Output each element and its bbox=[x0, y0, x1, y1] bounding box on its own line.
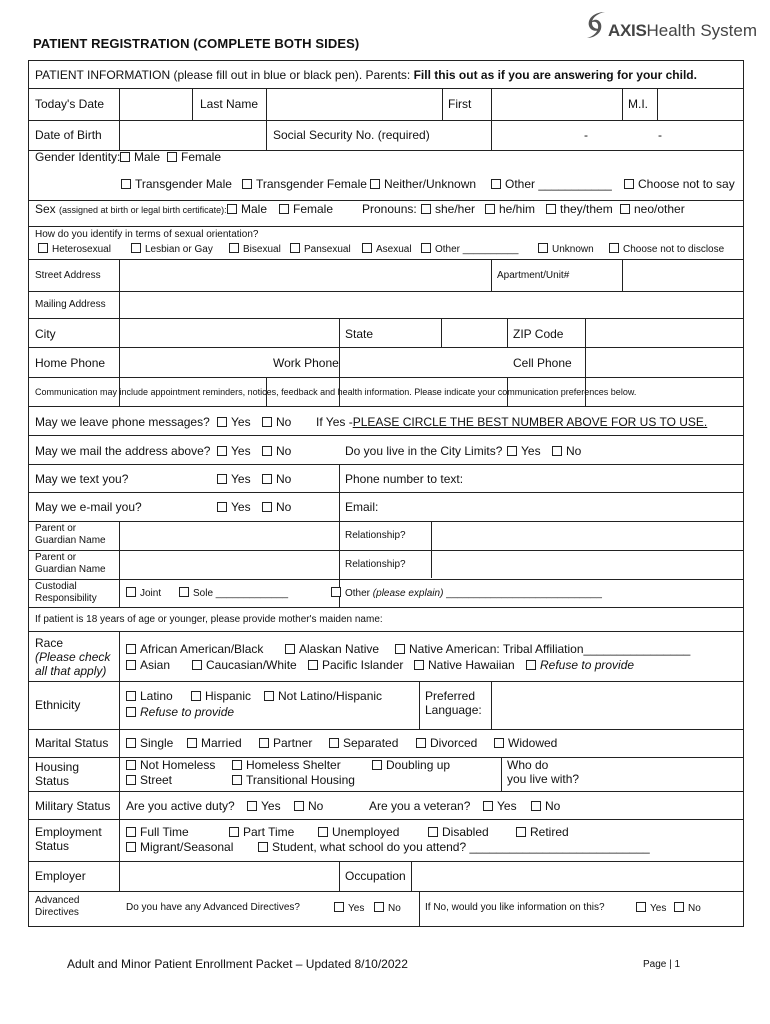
ethnicity-refuse-option[interactable]: Refuse to provide bbox=[126, 705, 234, 719]
axis-health-logo bbox=[583, 6, 763, 46]
orientation-other-option[interactable]: Other __________ bbox=[421, 243, 518, 256]
page-title: PATIENT REGISTRATION (COMPLETE BOTH SIDES) bbox=[33, 36, 360, 51]
footer-packet-text: Adult and Minor Patient Enrollment Packet – Updated 8/10/2022 bbox=[67, 957, 408, 971]
phone-messages-question: May we leave phone messages? bbox=[35, 415, 210, 429]
ssn-dash: - bbox=[584, 128, 588, 142]
directives-info-yes[interactable]: Yes bbox=[636, 902, 666, 915]
marital-married-option[interactable]: Married bbox=[187, 736, 242, 750]
orientation-bi-option[interactable]: Bisexual bbox=[229, 243, 281, 256]
pronoun-neo-option[interactable]: neo/other bbox=[620, 202, 685, 216]
ethnicity-not-latino-option[interactable]: Not Latino/Hispanic bbox=[264, 689, 382, 703]
mail-yes[interactable]: Yes bbox=[217, 444, 251, 458]
checkbox[interactable] bbox=[372, 760, 382, 770]
checkbox[interactable] bbox=[395, 644, 405, 654]
communication-note: Communication may include appointment reminders, notices, feedback and health information. Please indicate your communication preferences below. bbox=[35, 387, 637, 397]
cell-phone-label: Cell Phone bbox=[513, 356, 572, 370]
race-caucasian-option[interactable]: Caucasian/White bbox=[192, 658, 297, 672]
custody-sole-option[interactable]: Sole _____________ bbox=[179, 587, 288, 600]
text-question: May we text you? bbox=[35, 472, 129, 486]
occupation-label: Occupation bbox=[345, 869, 406, 883]
city-limits-yes[interactable]: Yes bbox=[507, 444, 541, 458]
gender-choose-not-option[interactable]: Choose not to say bbox=[624, 177, 735, 191]
patient-registration-form bbox=[28, 60, 744, 927]
checkbox[interactable] bbox=[191, 691, 201, 701]
checkbox[interactable] bbox=[620, 204, 630, 214]
checkbox[interactable] bbox=[370, 179, 380, 189]
marital-partner-option[interactable]: Partner bbox=[259, 736, 312, 750]
email-no[interactable]: No bbox=[262, 500, 291, 514]
ethnicity-hispanic-option[interactable]: Hispanic bbox=[191, 689, 251, 703]
advanced-directives-label: Advanced Directives bbox=[35, 895, 80, 918]
mi-label: M.I. bbox=[628, 97, 648, 111]
checkbox[interactable] bbox=[259, 738, 269, 748]
page-number: Page | 1 bbox=[643, 959, 681, 970]
active-duty-question: Are you active duty? bbox=[126, 799, 235, 813]
checkbox[interactable] bbox=[126, 738, 136, 748]
checkbox[interactable] bbox=[217, 474, 227, 484]
housing-not-homeless-option[interactable]: Not Homeless bbox=[126, 758, 215, 772]
checkbox[interactable] bbox=[526, 660, 536, 670]
checkbox[interactable] bbox=[552, 446, 562, 456]
marital-status-label: Marital Status bbox=[35, 736, 109, 750]
checkbox[interactable] bbox=[126, 707, 136, 717]
phone-messages-yes[interactable]: Yes bbox=[217, 415, 251, 429]
checkbox[interactable] bbox=[285, 644, 295, 654]
relationship-label: Relationship? bbox=[345, 559, 406, 570]
apartment-label: Apartment/Unit# bbox=[497, 270, 570, 281]
checkbox[interactable] bbox=[609, 243, 619, 253]
work-phone-label: Work Phone bbox=[273, 356, 339, 370]
checkbox[interactable] bbox=[516, 827, 526, 837]
orientation-lesbian-option[interactable]: Lesbian or Gay bbox=[131, 243, 213, 256]
race-refuse-option[interactable]: Refuse to provide bbox=[526, 658, 634, 672]
orientation-choose-not-option[interactable]: Choose not to disclose bbox=[609, 243, 724, 256]
checkbox[interactable] bbox=[636, 902, 646, 912]
checkbox[interactable] bbox=[494, 738, 504, 748]
checkbox[interactable] bbox=[217, 446, 227, 456]
email-label: Email: bbox=[345, 500, 379, 514]
checkbox[interactable] bbox=[507, 446, 517, 456]
checkbox[interactable] bbox=[262, 474, 272, 484]
checkbox[interactable] bbox=[229, 827, 239, 837]
checkbox[interactable] bbox=[421, 243, 431, 253]
race-pacific-option[interactable]: Pacific Islander bbox=[308, 658, 403, 672]
checkbox[interactable] bbox=[491, 179, 501, 189]
custody-other-option[interactable]: Other (please explain) ____________________________ bbox=[331, 587, 602, 600]
checkbox[interactable] bbox=[294, 801, 304, 811]
mailing-address-label: Mailing Address bbox=[35, 299, 106, 310]
email-yes[interactable]: Yes bbox=[217, 500, 251, 514]
race-asian-option[interactable]: Asian bbox=[126, 658, 170, 672]
checkbox[interactable] bbox=[126, 775, 136, 785]
checkbox[interactable] bbox=[331, 587, 341, 597]
checkbox[interactable] bbox=[121, 179, 131, 189]
city-limits-question: Do you live in the City Limits? bbox=[345, 444, 503, 458]
checkbox[interactable] bbox=[538, 243, 548, 253]
directives-no[interactable]: No bbox=[374, 902, 401, 915]
text-no[interactable]: No bbox=[262, 472, 291, 486]
checkbox[interactable] bbox=[38, 243, 48, 253]
marital-widowed-option[interactable]: Widowed bbox=[494, 736, 557, 750]
pronoun-they-option[interactable]: they/them bbox=[546, 202, 613, 216]
checkbox[interactable] bbox=[483, 801, 493, 811]
custodial-label: Custodial Responsibility bbox=[35, 581, 97, 604]
checkbox[interactable] bbox=[242, 179, 252, 189]
housing-doubling-option[interactable]: Doubling up bbox=[372, 758, 450, 772]
checkbox[interactable] bbox=[179, 587, 189, 597]
dob-label: Date of Birth bbox=[35, 128, 102, 142]
checkbox[interactable] bbox=[126, 827, 136, 837]
checkbox[interactable] bbox=[126, 644, 136, 654]
checkbox[interactable] bbox=[258, 842, 268, 852]
checkbox[interactable] bbox=[187, 738, 197, 748]
checkbox[interactable] bbox=[428, 827, 438, 837]
orientation-unknown-option[interactable]: Unknown bbox=[538, 243, 594, 256]
home-phone-label: Home Phone bbox=[35, 356, 106, 370]
directives-question: Do you have any Advanced Directives? bbox=[126, 902, 300, 913]
checkbox[interactable] bbox=[192, 660, 202, 670]
race-label: Race (Please check all that apply) bbox=[35, 636, 111, 678]
employment-retired-option[interactable]: Retired bbox=[516, 825, 569, 839]
checkbox[interactable] bbox=[421, 204, 431, 214]
ssn-label: Social Security No. (required) bbox=[273, 128, 430, 142]
military-status-label: Military Status bbox=[35, 799, 111, 813]
orientation-pan-option[interactable]: Pansexual bbox=[290, 243, 351, 256]
logo-text: Health System bbox=[646, 21, 758, 40]
text-yes[interactable]: Yes bbox=[217, 472, 251, 486]
directives-info-question: If No, would you like information on this? bbox=[425, 902, 605, 913]
checkbox[interactable] bbox=[290, 243, 300, 253]
custody-joint-option[interactable]: Joint bbox=[126, 587, 161, 600]
city-label: City bbox=[35, 327, 56, 341]
gender-label: Gender Identity: bbox=[35, 150, 121, 164]
checkbox[interactable] bbox=[531, 801, 541, 811]
employment-disabled-option[interactable]: Disabled bbox=[428, 825, 489, 839]
checkbox[interactable] bbox=[362, 243, 372, 253]
employment-unemployed-option[interactable]: Unemployed bbox=[318, 825, 399, 839]
checkbox[interactable] bbox=[126, 760, 136, 770]
maiden-name-label: If patient is 18 years of age or younger, please provide mother's maiden name: bbox=[35, 614, 383, 625]
pronouns-label: Pronouns: bbox=[362, 202, 417, 216]
checkbox[interactable] bbox=[318, 827, 328, 837]
race-alaskan-option[interactable]: Alaskan Native bbox=[285, 642, 379, 656]
who-live-with-label: Who do you live with? bbox=[507, 758, 580, 786]
gender-other-option[interactable]: Other ___________ bbox=[491, 177, 612, 191]
checkbox[interactable] bbox=[262, 502, 272, 512]
active-duty-no[interactable]: No bbox=[294, 799, 323, 813]
employment-part-time-option[interactable]: Part Time bbox=[229, 825, 294, 839]
housing-street-option[interactable]: Street bbox=[126, 773, 172, 787]
axis-logo-icon bbox=[583, 10, 609, 40]
ethnicity-label: Ethnicity bbox=[35, 698, 81, 712]
gender-neither-option[interactable]: Neither/Unknown bbox=[370, 177, 476, 191]
guardian-name-label: Parent or Guardian Name bbox=[35, 552, 106, 575]
checkbox[interactable] bbox=[217, 502, 227, 512]
guardian-name-label: Parent or Guardian Name bbox=[35, 523, 106, 546]
checkbox[interactable] bbox=[247, 801, 257, 811]
employment-student-option[interactable]: Student, what school do you attend? ___________________________ bbox=[258, 840, 650, 854]
gender-female-option[interactable]: Female bbox=[167, 150, 221, 164]
text-phone-label: Phone number to text: bbox=[345, 472, 464, 486]
gender-trans-female-option[interactable]: Transgender Female bbox=[242, 177, 367, 191]
orientation-hetero-option[interactable]: Heterosexual bbox=[38, 243, 111, 256]
race-native-american-option[interactable]: Native American: Tribal Affiliation________________ bbox=[395, 642, 690, 656]
employer-label: Employer bbox=[35, 869, 86, 883]
logo-bold-text: AXIS bbox=[608, 21, 647, 40]
directives-info-no[interactable]: No bbox=[674, 902, 701, 915]
marital-separated-option[interactable]: Separated bbox=[329, 736, 398, 750]
city-limits-no[interactable]: No bbox=[552, 444, 581, 458]
last-name-label: Last Name bbox=[200, 97, 259, 111]
todays-date-label: Today's Date bbox=[35, 97, 104, 111]
housing-transitional-option[interactable]: Transitional Housing bbox=[232, 773, 355, 787]
race-hawaiian-option[interactable]: Native Hawaiian bbox=[414, 658, 515, 672]
sex-female-option[interactable]: Female bbox=[279, 202, 333, 216]
veteran-question: Are you a veteran? bbox=[369, 799, 471, 813]
ssn-dash: - bbox=[658, 128, 662, 142]
preferred-language-label: Preferred Language: bbox=[425, 689, 482, 717]
checkbox[interactable] bbox=[232, 775, 242, 785]
marital-divorced-option[interactable]: Divorced bbox=[416, 736, 477, 750]
ethnicity-latino-option[interactable]: Latino bbox=[126, 689, 173, 703]
zip-label: ZIP Code bbox=[513, 327, 564, 341]
checkbox[interactable] bbox=[329, 738, 339, 748]
sex-label: Sex (assigned at birth or legal birth certificate): bbox=[35, 202, 227, 216]
checkbox[interactable] bbox=[227, 204, 237, 214]
checkbox[interactable] bbox=[624, 179, 634, 189]
marital-single-option[interactable]: Single bbox=[126, 736, 173, 750]
checkbox[interactable] bbox=[308, 660, 318, 670]
if-yes-instruction: If Yes -PLEASE CIRCLE THE BEST NUMBER ABOVE FOR US TO USE. bbox=[316, 415, 708, 429]
checkbox[interactable] bbox=[126, 691, 136, 701]
active-duty-yes[interactable]: Yes bbox=[247, 799, 281, 813]
checkbox[interactable] bbox=[334, 902, 344, 912]
checkbox[interactable] bbox=[279, 204, 289, 214]
mail-no[interactable]: No bbox=[262, 444, 291, 458]
state-label: State bbox=[345, 327, 374, 341]
housing-status-label: Housing Status bbox=[35, 760, 80, 788]
orientation-question: How do you identify in terms of sexual orientation? bbox=[35, 229, 259, 240]
patient-info-header: PATIENT INFORMATION (please fill out in blue or black pen). Parents: Fill this out as if you are answering for your child. bbox=[35, 68, 697, 82]
mail-question: May we mail the address above? bbox=[35, 444, 211, 458]
employment-migrant-option[interactable]: Migrant/Seasonal bbox=[126, 840, 233, 854]
race-african-american-option[interactable]: African American/Black bbox=[126, 642, 263, 656]
pronoun-she-option[interactable]: she/her bbox=[421, 202, 475, 216]
checkbox[interactable] bbox=[546, 204, 556, 214]
checkbox[interactable] bbox=[131, 243, 141, 253]
checkbox[interactable] bbox=[126, 587, 136, 597]
first-name-label: First bbox=[448, 97, 472, 111]
checkbox[interactable] bbox=[167, 152, 177, 162]
checkbox[interactable] bbox=[120, 152, 130, 162]
street-address-label: Street Address bbox=[35, 270, 101, 281]
checkbox[interactable] bbox=[126, 842, 136, 852]
relationship-label: Relationship? bbox=[345, 530, 406, 541]
checkbox[interactable] bbox=[485, 204, 495, 214]
gender-trans-male-option[interactable]: Transgender Male bbox=[121, 177, 232, 191]
phone-messages-no[interactable]: No bbox=[262, 415, 291, 429]
directives-yes[interactable]: Yes bbox=[334, 902, 364, 915]
checkbox[interactable] bbox=[674, 902, 684, 912]
email-question: May we e-mail you? bbox=[35, 500, 142, 514]
checkbox[interactable] bbox=[416, 738, 426, 748]
checkbox[interactable] bbox=[229, 243, 239, 253]
checkbox[interactable] bbox=[264, 691, 274, 701]
pronoun-he-option[interactable]: he/him bbox=[485, 202, 535, 216]
employment-status-label: Employment Status bbox=[35, 825, 102, 853]
checkbox[interactable] bbox=[262, 446, 272, 456]
checkbox[interactable] bbox=[374, 902, 384, 912]
orientation-asexual-option[interactable]: Asexual bbox=[362, 243, 412, 256]
checkbox[interactable] bbox=[126, 660, 136, 670]
checkbox[interactable] bbox=[414, 660, 424, 670]
checkbox[interactable] bbox=[232, 760, 242, 770]
sex-male-option[interactable]: Male bbox=[227, 202, 267, 216]
housing-shelter-option[interactable]: Homeless Shelter bbox=[232, 758, 341, 772]
veteran-no[interactable]: No bbox=[531, 799, 560, 813]
gender-male-option[interactable]: Male bbox=[120, 150, 160, 164]
checkbox[interactable] bbox=[262, 417, 272, 427]
checkbox[interactable] bbox=[217, 417, 227, 427]
veteran-yes[interactable]: Yes bbox=[483, 799, 517, 813]
employment-full-time-option[interactable]: Full Time bbox=[126, 825, 189, 839]
